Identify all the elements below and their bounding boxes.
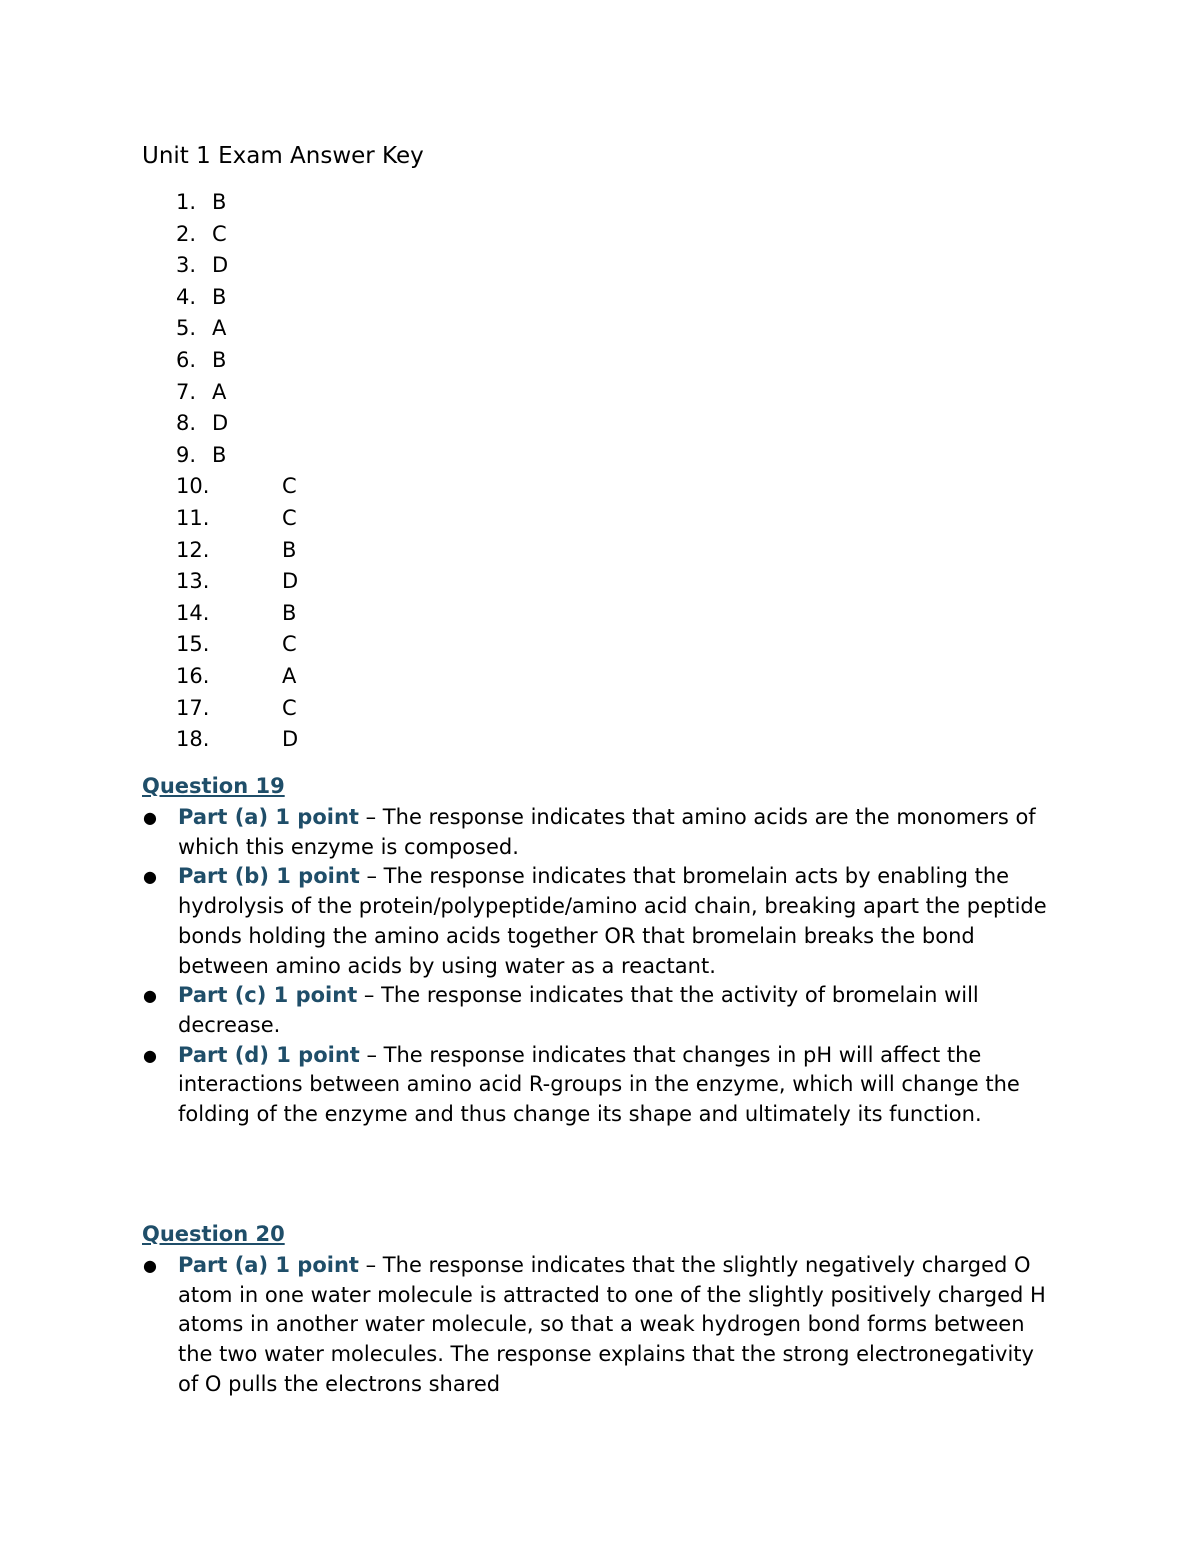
list-item (0, 408, 600, 440)
list-item (0, 282, 600, 314)
answer-number: 2. (176, 221, 197, 246)
answer-letter: C (282, 632, 297, 657)
list-item (0, 803, 1058, 862)
list-item (0, 566, 600, 598)
answer-number: 17. (176, 695, 210, 720)
part-label: Part (b) 1 point (178, 864, 360, 889)
list-item (0, 981, 1058, 1040)
answer-number: 9. (176, 442, 197, 467)
answer-number: 3. (176, 253, 197, 278)
answer-list (0, 187, 600, 756)
answer-letter: C (212, 221, 227, 246)
list-item (0, 377, 600, 409)
part-label: Part (a) 1 point (178, 1253, 359, 1277)
answer-letter: C (282, 505, 297, 530)
answer-number: 12. (176, 537, 210, 562)
answer-number: 6. (176, 347, 197, 372)
answer-number: 4. (176, 284, 197, 309)
part-text: – The response indicates that bromelain acts by enabling the hydrolysis of the protein/polypeptide/amino acid chain, breaking apart the peptide bonds holding the amino acids together OR that bromelain breaks the bond between amino acids by using water as a reactant. (178, 864, 1047, 978)
list-item (0, 724, 600, 756)
list-item (0, 598, 600, 630)
answer-letter: C (282, 695, 297, 720)
list-item (0, 503, 600, 535)
part-text: – The response indicates that the slightly negatively charged O atom in one water molecule is attracted to one of the slightly positively charged H atoms in another water molecule, so that a weak hydrogen bond forms between the two water molecules. The response explains that the strong electronegativity of O pulls the electrons shared (178, 1253, 1046, 1396)
part-text: – The response indicates that changes in pH will affect the interactions between amino acid R-groups in the enzyme, which will change the folding of the enzyme and thus change its shape and ultimately its function. (178, 1042, 1020, 1127)
list-item (0, 471, 600, 503)
answer-number: 10. (176, 474, 210, 499)
list-item (0, 313, 600, 345)
bullet-icon: ● (143, 1256, 157, 1275)
page-title: Unit 1 Exam Answer Key (142, 143, 424, 169)
question-19-parts (0, 803, 1200, 1130)
answer-letter: A (212, 316, 227, 341)
part-label: Part (d) 1 point (178, 1042, 360, 1067)
list-item (0, 1251, 1058, 1400)
list-item (0, 440, 600, 472)
list-item (0, 661, 600, 693)
answer-letter: B (212, 190, 227, 214)
bullet-icon: ● (143, 808, 157, 827)
answer-letter: D (212, 411, 229, 436)
part-text: – The response indicates that the activity of bromelain will decrease. (178, 983, 979, 1037)
answer-number: 5. (176, 316, 197, 341)
list-item (0, 219, 600, 251)
question-20-heading: Question 20 (142, 1222, 285, 1246)
answer-letter: B (282, 537, 297, 562)
answer-letter: A (212, 379, 227, 404)
answer-number: 7. (176, 379, 197, 404)
answer-letter: D (282, 727, 299, 752)
list-item (0, 187, 600, 219)
part-label: Part (a) 1 point (178, 805, 359, 829)
answer-letter: B (282, 600, 297, 625)
bullet-icon: ● (143, 986, 157, 1006)
question-20-parts (0, 1251, 1200, 1400)
list-item (0, 250, 600, 282)
answer-letter: C (282, 474, 297, 499)
list-item (0, 862, 1058, 981)
answer-letter: D (212, 253, 229, 278)
list-item (0, 693, 600, 725)
answer-number: 15. (176, 632, 210, 657)
answer-number: 11. (176, 505, 210, 530)
list-item (0, 629, 600, 661)
answer-number: 16. (176, 663, 210, 688)
answer-letter: B (212, 284, 227, 309)
answer-number: 18. (176, 727, 210, 752)
answer-letter: B (212, 347, 227, 372)
list-item (0, 1041, 1058, 1130)
answer-letter: D (282, 569, 299, 594)
answer-number: 1. (176, 190, 197, 214)
answer-number: 13. (176, 569, 210, 594)
part-text: – The response indicates that amino acids are the monomers of which this enzyme is composed. (178, 805, 1036, 859)
bullet-icon: ● (143, 1045, 157, 1065)
question-19-heading: Question 19 (142, 774, 285, 798)
part-label: Part (c) 1 point (178, 983, 358, 1008)
answer-letter: B (212, 442, 227, 467)
answer-number: 8. (176, 411, 197, 436)
list-item (0, 345, 600, 377)
list-item (0, 535, 600, 567)
bullet-icon: ● (143, 867, 157, 887)
answer-number: 14. (176, 600, 210, 625)
answer-letter: A (282, 663, 297, 688)
